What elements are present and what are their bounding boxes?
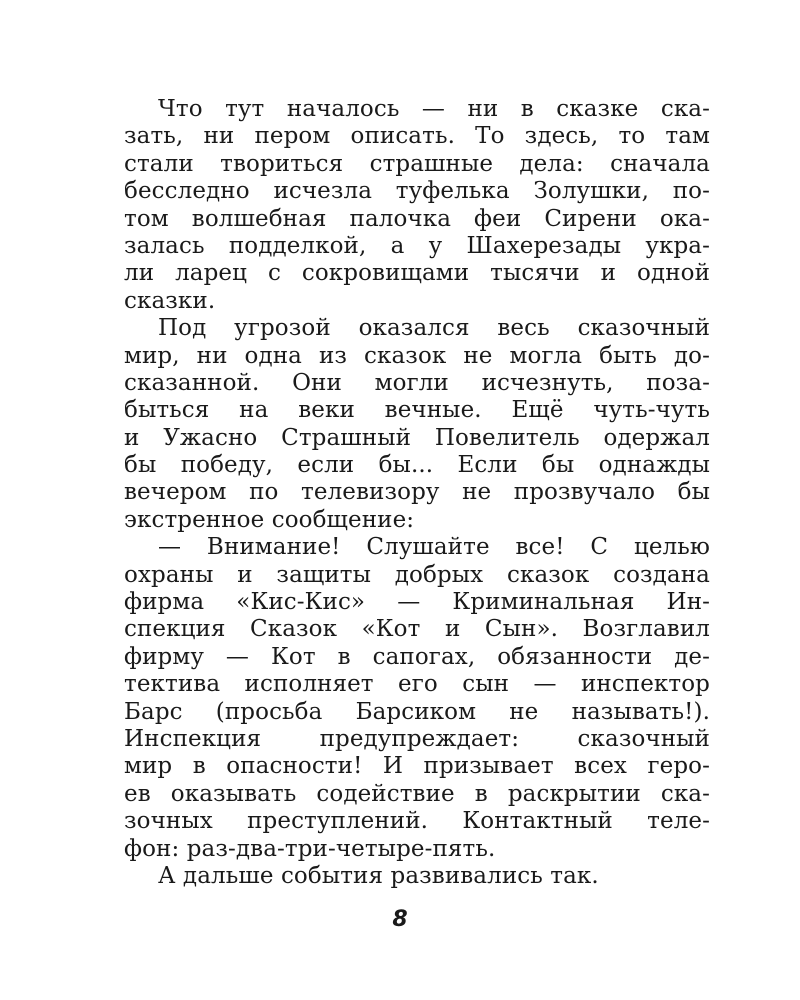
text-line: охраны и защиты добрых сказок создана [124, 561, 710, 588]
text-line: ли ларец с сокровищами тысячи и одной [124, 260, 710, 287]
text-line: и Ужасно Страшный Повелитель одержал [124, 424, 710, 451]
text-line: экстренное сообщение: [124, 506, 415, 533]
text-line: мир, ни одна из сказок не могла быть до- [124, 342, 710, 369]
text-line: мир в опасности! И призывает всех геро- [124, 753, 710, 780]
paragraph [124, 96, 710, 315]
text-line: фирму — Кот в сапогах, обязанности де- [124, 643, 710, 670]
text-line: зать, ни пером описать. То здесь, то там [124, 123, 710, 150]
text-line: Под угрозой оказался весь сказочный [158, 315, 710, 342]
text-line: бы победу, если бы... Если бы однажды [124, 452, 710, 479]
text-line: фирма «Кис-Кис» — Криминальная Ин- [124, 589, 710, 616]
paragraph [124, 534, 710, 863]
text-line: сказанной. Они могли исчезнуть, поза- [124, 369, 710, 396]
text-line: Инспекция предупреждает: сказочный [124, 725, 710, 752]
text-line: ев оказывать содействие в раскрытии ска- [124, 780, 710, 807]
text-line: зочных преступлений. Контактный теле- [124, 808, 710, 835]
page-number: 8 [392, 907, 408, 932]
text-line: Что тут началось — ни в сказке ска- [158, 96, 710, 122]
paragraph [124, 315, 710, 534]
text-line: сказки. [124, 287, 216, 314]
book-page-text [124, 96, 710, 890]
paragraph [124, 863, 710, 890]
text-line: — Внимание! Слушайте все! С целью [158, 534, 710, 561]
text-line: фон: раз-два-три-четыре-пять. [124, 835, 496, 862]
text-line: бесследно исчезла туфелька Золушки, по- [124, 178, 710, 205]
text-line: быться на веки вечные. Ещё чуть-чуть [124, 397, 710, 424]
text-line: Барс (просьба Барсиком не называть!). [124, 698, 710, 725]
text-line: А дальше события развивались так. [158, 862, 599, 889]
text-line: тектива исполняет его сын — инспектор [124, 671, 710, 698]
text-line: вечером по телевизору не прозвучало бы [124, 479, 710, 506]
text-line: стали твориться страшные дела: сначала [124, 150, 710, 177]
text-line: спекция Сказок «Кот и Сын». Возглавил [124, 616, 710, 643]
text-line: том волшебная палочка феи Сирени ока- [124, 205, 710, 232]
text-line: залась подделкой, а у Шахерезады укра- [124, 232, 710, 259]
